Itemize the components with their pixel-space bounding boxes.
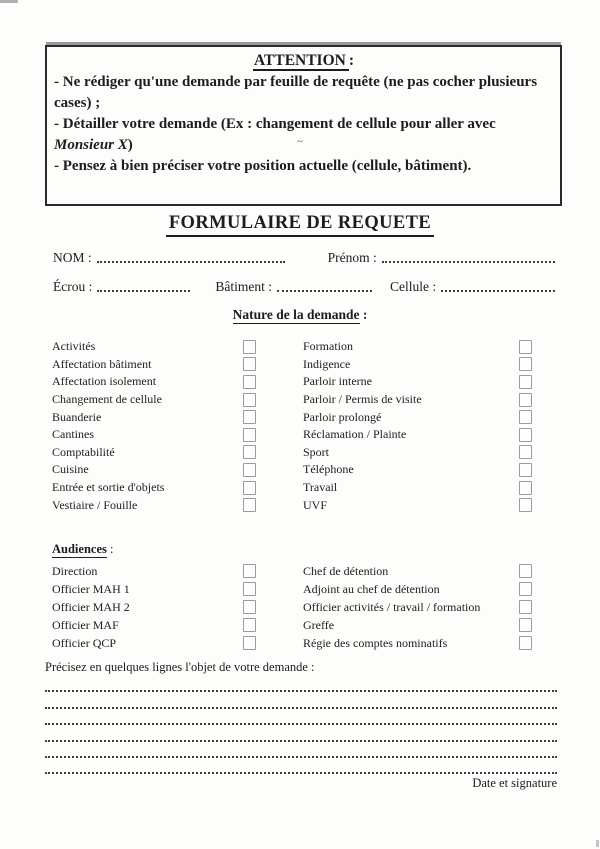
- option-row: [52, 496, 256, 514]
- option-row: [303, 426, 532, 444]
- request-line-1[interactable]: [45, 676, 557, 692]
- scan-artifact-squiggle: ~: [296, 135, 304, 149]
- audiences-right-column: [303, 562, 532, 652]
- checkbox-officier-maf[interactable]: [243, 618, 256, 632]
- option-label: Changement de cellule: [52, 392, 162, 407]
- checkbox-sport[interactable]: [519, 445, 532, 459]
- attention-box: [45, 45, 562, 206]
- form-title: FORMULAIRE DE REQUETE: [0, 213, 600, 237]
- batiment-label: Bâtiment :: [215, 279, 272, 294]
- checkbox-affectation-isolement[interactable]: [243, 375, 256, 389]
- option-label: Vestiaire / Fouille: [52, 497, 138, 512]
- checkbox-uvf[interactable]: [519, 498, 532, 512]
- option-label: Cantines: [52, 427, 94, 442]
- checkbox-travail[interactable]: [519, 481, 532, 495]
- option-row: [52, 598, 256, 616]
- option-label: Téléphone: [303, 462, 354, 477]
- option-label: Travail: [303, 480, 338, 495]
- checkbox-adjoint-chef-detention[interactable]: [519, 582, 532, 596]
- checkbox-affectation-batiment[interactable]: [243, 357, 256, 371]
- option-label: Formation: [303, 339, 353, 354]
- checkbox-formation[interactable]: [519, 340, 532, 354]
- attention-example-name: Monsieur X: [54, 137, 128, 153]
- option-label: Direction: [52, 563, 98, 578]
- date-signature-label: Date et signature: [472, 776, 557, 790]
- option-row: [303, 338, 532, 356]
- audiences-left-column: [52, 562, 256, 652]
- scan-artifact-smudge: [0, 0, 18, 3]
- option-row: [52, 426, 256, 444]
- option-row: [52, 408, 256, 426]
- option-label: Officier MAF: [52, 617, 119, 632]
- option-row: [303, 598, 532, 616]
- request-line-4[interactable]: [45, 725, 557, 741]
- scan-artifact-mark: [596, 840, 599, 847]
- checkbox-parloir-interne[interactable]: [519, 375, 532, 389]
- request-details-prompt: Précisez en quelques lignes l'objet de votre demande :: [45, 660, 315, 674]
- checkbox-changement-de-cellule[interactable]: [243, 393, 256, 407]
- option-label: Entrée et sortie d'objets: [52, 480, 165, 495]
- checkbox-entree-sortie-objets[interactable]: [243, 481, 256, 495]
- option-row: [52, 373, 256, 391]
- checkbox-parloir-prolonge[interactable]: [519, 410, 532, 424]
- checkbox-regie-comptes-nominatifs[interactable]: [519, 636, 532, 650]
- checkbox-officier-mah-2[interactable]: [243, 600, 256, 614]
- request-line-5[interactable]: [45, 742, 557, 758]
- option-label: Indigence: [303, 356, 351, 371]
- option-row: [303, 580, 532, 598]
- audiences-section-heading: Audiences :: [52, 542, 114, 556]
- prenom-label: Prénom :: [327, 250, 377, 265]
- option-label: Parloir prolongé: [303, 409, 382, 424]
- identity-row-1: [45, 250, 555, 265]
- option-label: Affectation isolement: [52, 374, 157, 389]
- cellule-label: Cellule :: [390, 279, 437, 294]
- checkbox-officier-mah-1[interactable]: [243, 582, 256, 596]
- request-line-2[interactable]: [45, 692, 557, 708]
- identity-row-2: [45, 279, 555, 294]
- option-label: Officier activités / travail / formation: [303, 599, 481, 614]
- prenom-field[interactable]: [382, 253, 555, 263]
- ecrou-label: Écrou :: [53, 279, 93, 294]
- option-row: [52, 338, 256, 356]
- option-row: [303, 461, 532, 479]
- option-label: Parloir / Permis de visite: [303, 392, 422, 407]
- option-label: Buanderie: [52, 409, 102, 424]
- checkbox-officier-qcp[interactable]: [243, 636, 256, 650]
- option-row: [52, 479, 256, 497]
- nature-section-heading: Nature de la demande :: [232, 307, 368, 322]
- option-row: [52, 562, 256, 580]
- option-row: [303, 496, 532, 514]
- option-label: Activités: [52, 339, 96, 354]
- option-row: [52, 391, 256, 409]
- option-row: [303, 391, 532, 409]
- option-row: [52, 461, 256, 479]
- option-label: Régie des comptes nominatifs: [303, 635, 448, 650]
- checkbox-cantines[interactable]: [243, 428, 256, 442]
- option-row: [52, 580, 256, 598]
- attention-rule-3: - Pensez à bien préciser votre position actuelle (cellule, bâtiment).: [54, 158, 472, 174]
- option-row: [52, 444, 256, 462]
- option-label: Parloir interne: [303, 374, 372, 389]
- cellule-field[interactable]: [441, 282, 555, 292]
- option-label: Sport: [303, 444, 330, 459]
- checkbox-activites[interactable]: [243, 340, 256, 354]
- option-label: Comptabilité: [52, 444, 115, 459]
- attention-rule-1: - Ne rédiger qu'une demande par feuille de requête (ne pas cocher plusieurs cases) ;: [54, 74, 538, 111]
- batiment-field[interactable]: [277, 282, 372, 292]
- option-label: Officier QCP: [52, 635, 117, 650]
- nature-right-column: [303, 338, 532, 514]
- nom-label: NOM :: [53, 250, 92, 265]
- option-row: [303, 562, 532, 580]
- request-details-lines: [45, 676, 557, 774]
- option-label: Affectation bâtiment: [52, 356, 152, 371]
- attention-title-text: ATTENTION: [253, 52, 349, 71]
- checkbox-officier-activites-travail-formation[interactable]: [519, 600, 532, 614]
- checkbox-vestiaire-fouille[interactable]: [243, 498, 256, 512]
- option-row: [303, 616, 532, 634]
- option-row: [303, 634, 532, 652]
- option-row: [52, 634, 256, 652]
- ecrou-field[interactable]: [97, 282, 190, 292]
- option-row: [303, 444, 532, 462]
- option-row: [303, 356, 532, 374]
- checkbox-direction[interactable]: [243, 564, 256, 578]
- checkbox-chef-detention[interactable]: [519, 564, 532, 578]
- option-row: [52, 616, 256, 634]
- checkbox-telephone[interactable]: [519, 463, 532, 477]
- nom-field[interactable]: [97, 253, 285, 263]
- checkbox-parloir-permis-visite[interactable]: [519, 393, 532, 407]
- option-label: Chef de détention: [303, 563, 389, 578]
- request-line-6[interactable]: [45, 758, 557, 774]
- option-label: Réclamation / Plainte: [303, 427, 407, 442]
- option-row: [303, 373, 532, 391]
- option-label: UVF: [303, 497, 328, 512]
- nature-left-column: [52, 338, 256, 514]
- option-row: [52, 356, 256, 374]
- option-label: Cuisine: [52, 462, 89, 477]
- checkbox-greffe[interactable]: [519, 618, 532, 632]
- attention-rule-2: - Détailler votre demande (Ex : changement de cellule pour aller avec Monsieur X): [54, 116, 496, 153]
- attention-title: ATTENTION :: [253, 52, 355, 69]
- option-label: Officier MAH 2: [52, 599, 130, 614]
- option-label: Officier MAH 1: [52, 581, 130, 596]
- option-row: [303, 479, 532, 497]
- checkbox-indigence[interactable]: [519, 357, 532, 371]
- checkbox-cuisine[interactable]: [243, 463, 256, 477]
- nature-options-grid: [52, 338, 532, 514]
- checkbox-buanderie[interactable]: [243, 410, 256, 424]
- checkbox-reclamation-plainte[interactable]: [519, 428, 532, 442]
- option-label: Greffe: [303, 617, 335, 632]
- audiences-options-grid: [52, 562, 532, 652]
- request-line-3[interactable]: [45, 709, 557, 725]
- option-label: Adjoint au chef de détention: [303, 581, 440, 596]
- option-row: [303, 408, 532, 426]
- checkbox-comptabilite[interactable]: [243, 445, 256, 459]
